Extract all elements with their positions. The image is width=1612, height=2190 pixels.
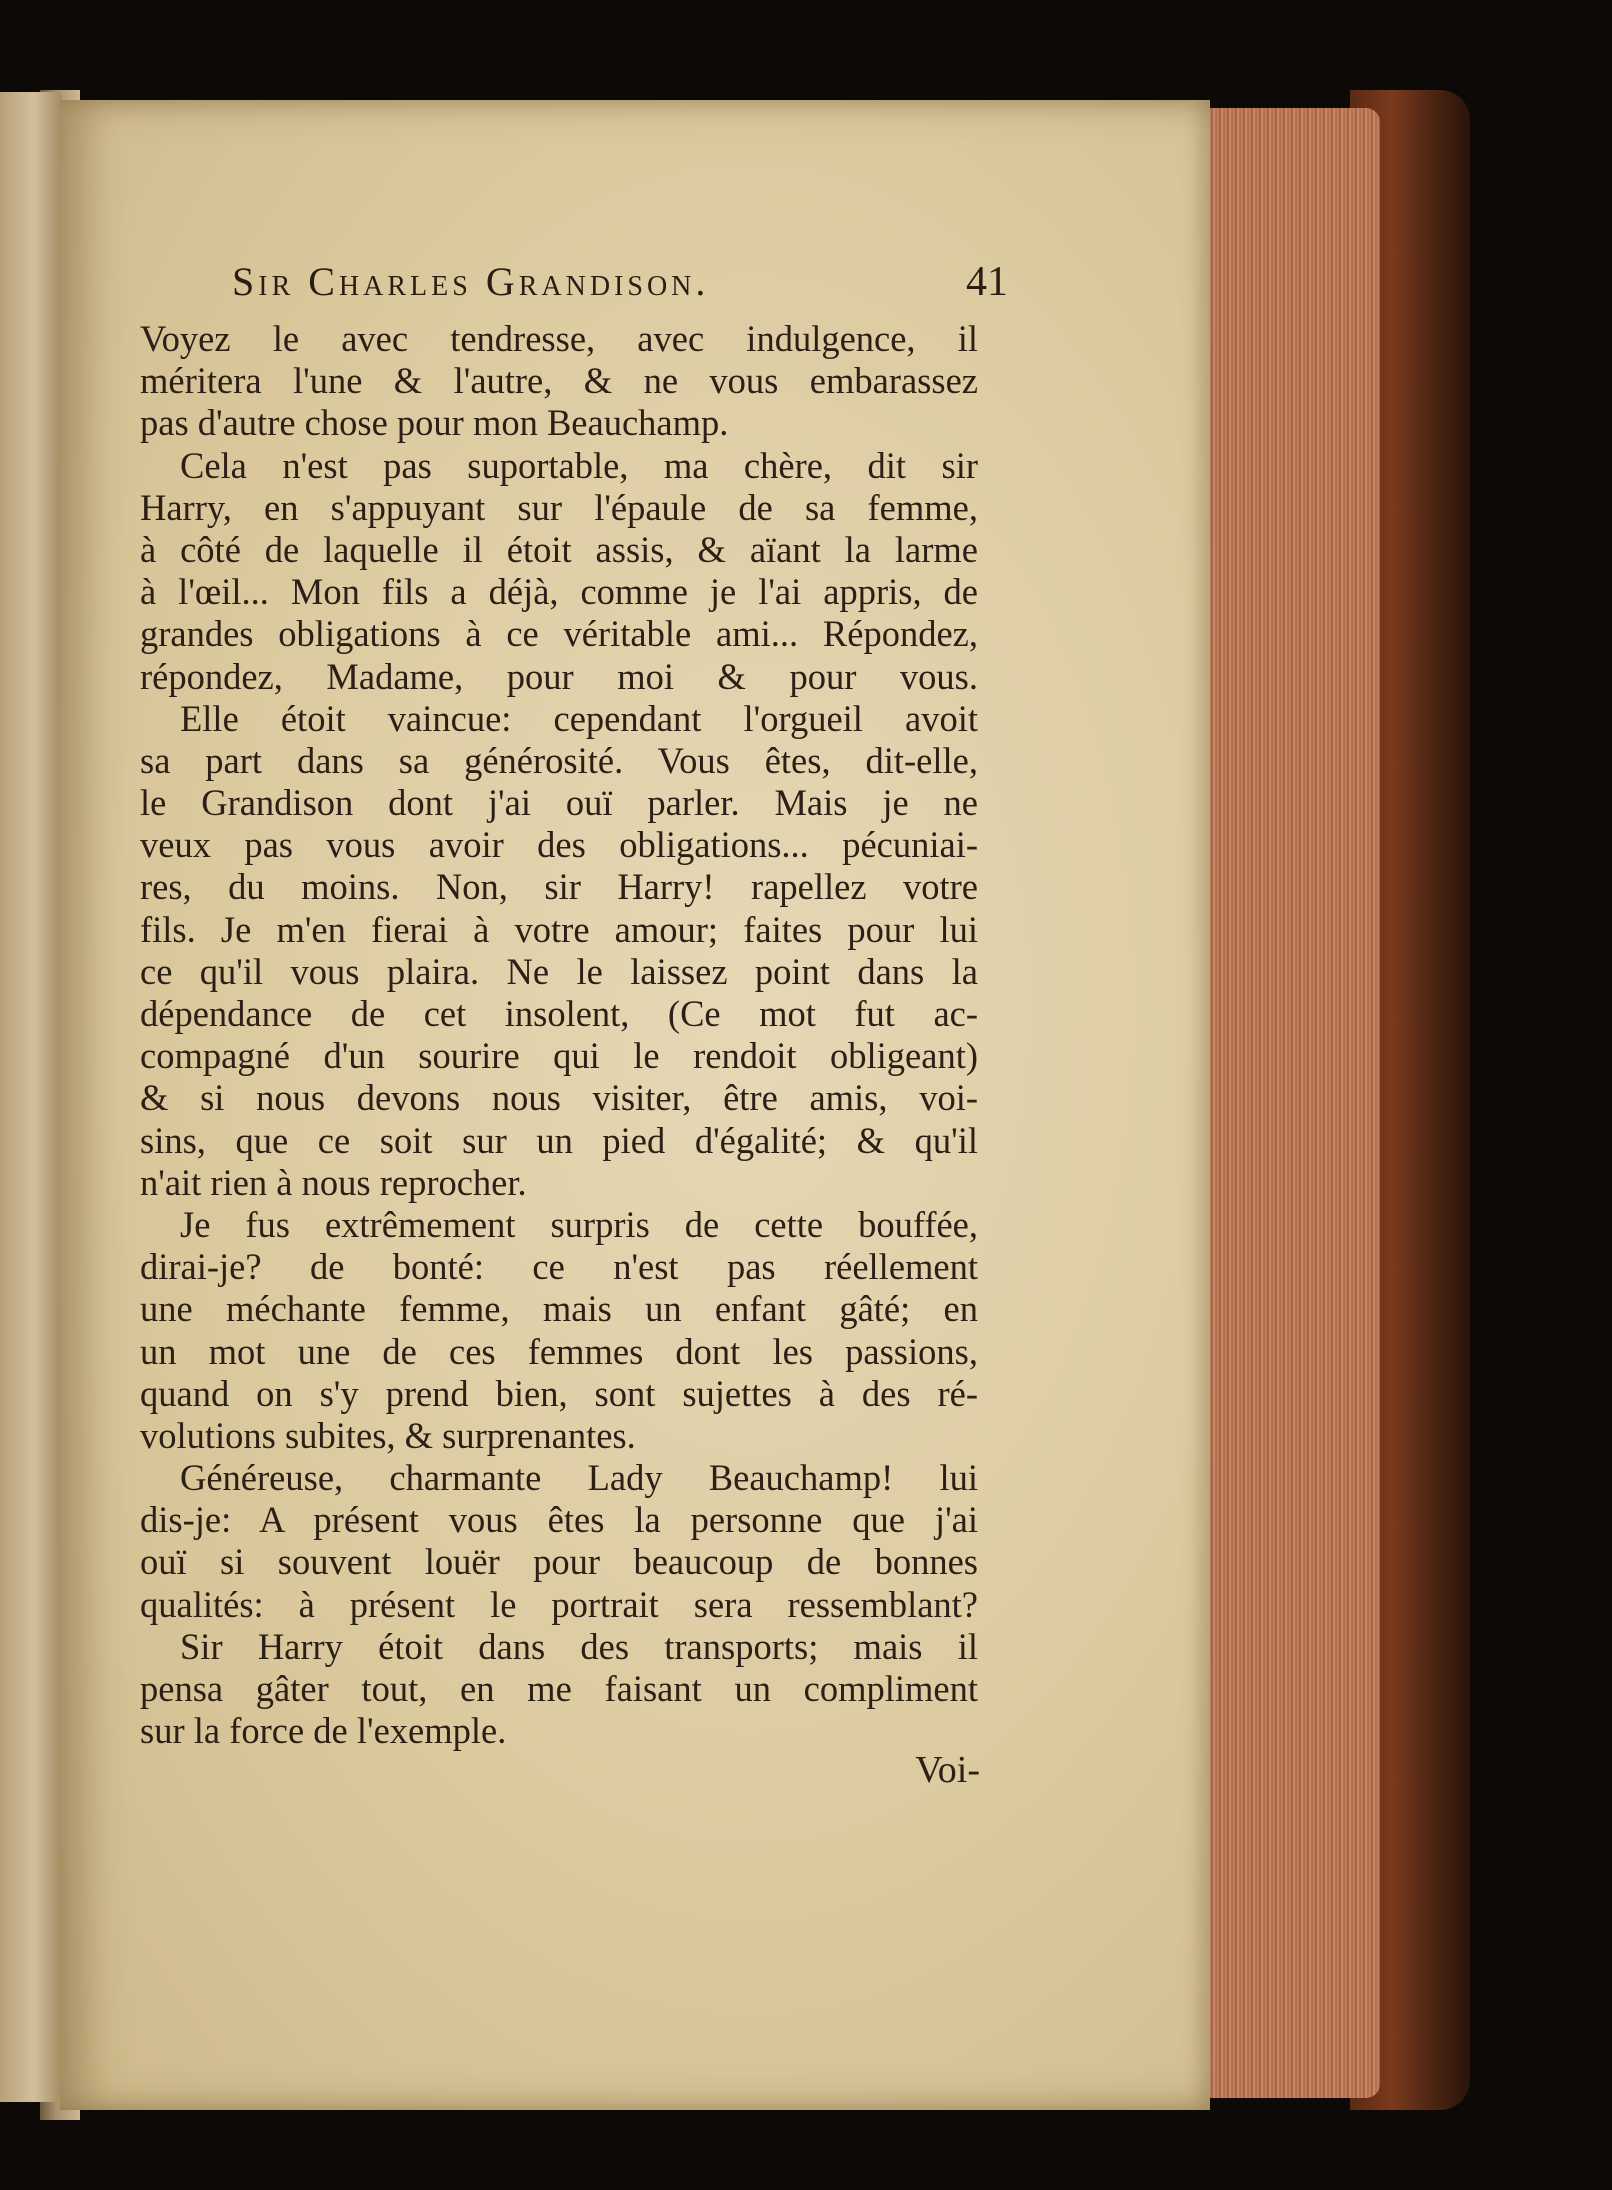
text-line: & si nous devons nous visiter, être amis, voi- bbox=[140, 1077, 978, 1119]
text-line: une méchante femme, mais un enfant gâté; en bbox=[140, 1288, 978, 1330]
text-line: ce qu'il vous plaira. Ne le laissez point dans la bbox=[140, 950, 978, 992]
text-line: res, du moins. Non, sir Harry! rapellez votre bbox=[140, 866, 978, 908]
text-line: dirai-je? de bonté: ce n'est pas réellement bbox=[140, 1246, 978, 1288]
text-line: grandes obligations à ce véritable ami... Répondez, bbox=[140, 613, 978, 655]
text-line: dis-je: A présent vous êtes la personne que j'ai bbox=[140, 1499, 978, 1541]
text-line: fils. Je m'en fierai à votre amour; faites pour lui bbox=[140, 908, 978, 950]
page-body-text bbox=[140, 318, 978, 1752]
text-line: à l'œil... Mon fils a déjà, comme je l'ai appris, de bbox=[140, 571, 978, 613]
catchword: Voi- bbox=[915, 1749, 980, 1791]
text-line: un mot une de ces femmes dont les passions, bbox=[140, 1330, 978, 1372]
text-line: sins, que ce soit sur un pied d'égalité; & qu'il bbox=[140, 1119, 978, 1161]
running-head: Sir Charles Grandison. bbox=[232, 259, 710, 304]
text-line: sur la force de l'exemple. bbox=[140, 1710, 507, 1752]
page-block-edges bbox=[1200, 108, 1380, 2098]
text-line: le Grandison dont j'ai ouï parler. Mais je ne bbox=[140, 782, 978, 824]
text-line: Harry, en s'appuyant sur l'épaule de sa femme, bbox=[140, 486, 978, 528]
text-line: répondez, Madame, pour moi & pour vous. bbox=[140, 655, 978, 697]
text-line: dépendance de cet insolent, (Ce mot fut ac- bbox=[140, 993, 978, 1034]
text-line: Cela n'est pas suportable, ma chère, dit sir bbox=[180, 444, 978, 486]
previous-page-edge bbox=[0, 92, 62, 2102]
text-line: pas d'autre chose pour mon Beauchamp. bbox=[140, 402, 729, 444]
text-line: Voyez le avec tendresse, avec indulgence, il bbox=[140, 318, 978, 359]
text-line: à côté de laquelle il étoit assis, & aïant la larme bbox=[140, 528, 978, 570]
text-line: volutions subites, & surprenantes. bbox=[140, 1414, 636, 1456]
text-line: compagné d'un sourire qui le rendoit obligeant) bbox=[140, 1035, 978, 1077]
text-line: Je fus extrêmement surpris de cette bouffée, bbox=[180, 1203, 978, 1245]
text-line: qualités: à présent le portrait sera ressemblant? bbox=[140, 1583, 978, 1625]
text-line: pensa gâter tout, en me faisant un compliment bbox=[140, 1668, 978, 1709]
text-line: Généreuse, charmante Lady Beauchamp! lui bbox=[180, 1457, 978, 1499]
text-line: Elle étoit vaincue: cependant l'orgueil avoit bbox=[180, 697, 978, 739]
text-line: quand on s'y prend bien, sont sujettes à des ré- bbox=[140, 1372, 978, 1414]
text-line: ouï si souvent louër pour beaucoup de bonnes bbox=[140, 1541, 978, 1583]
text-line: n'ait rien à nous reprocher. bbox=[140, 1161, 527, 1203]
text-line: méritera l'une & l'autre, & ne vous embarassez bbox=[140, 360, 978, 402]
text-line: sa part dans sa générosité. Vous êtes, dit-elle, bbox=[140, 739, 978, 781]
text-line: Sir Harry étoit dans des transports; mais il bbox=[180, 1625, 978, 1667]
text-line: veux pas vous avoir des obligations... pécuniai- bbox=[140, 824, 978, 866]
page-number: 41 bbox=[966, 259, 1008, 305]
